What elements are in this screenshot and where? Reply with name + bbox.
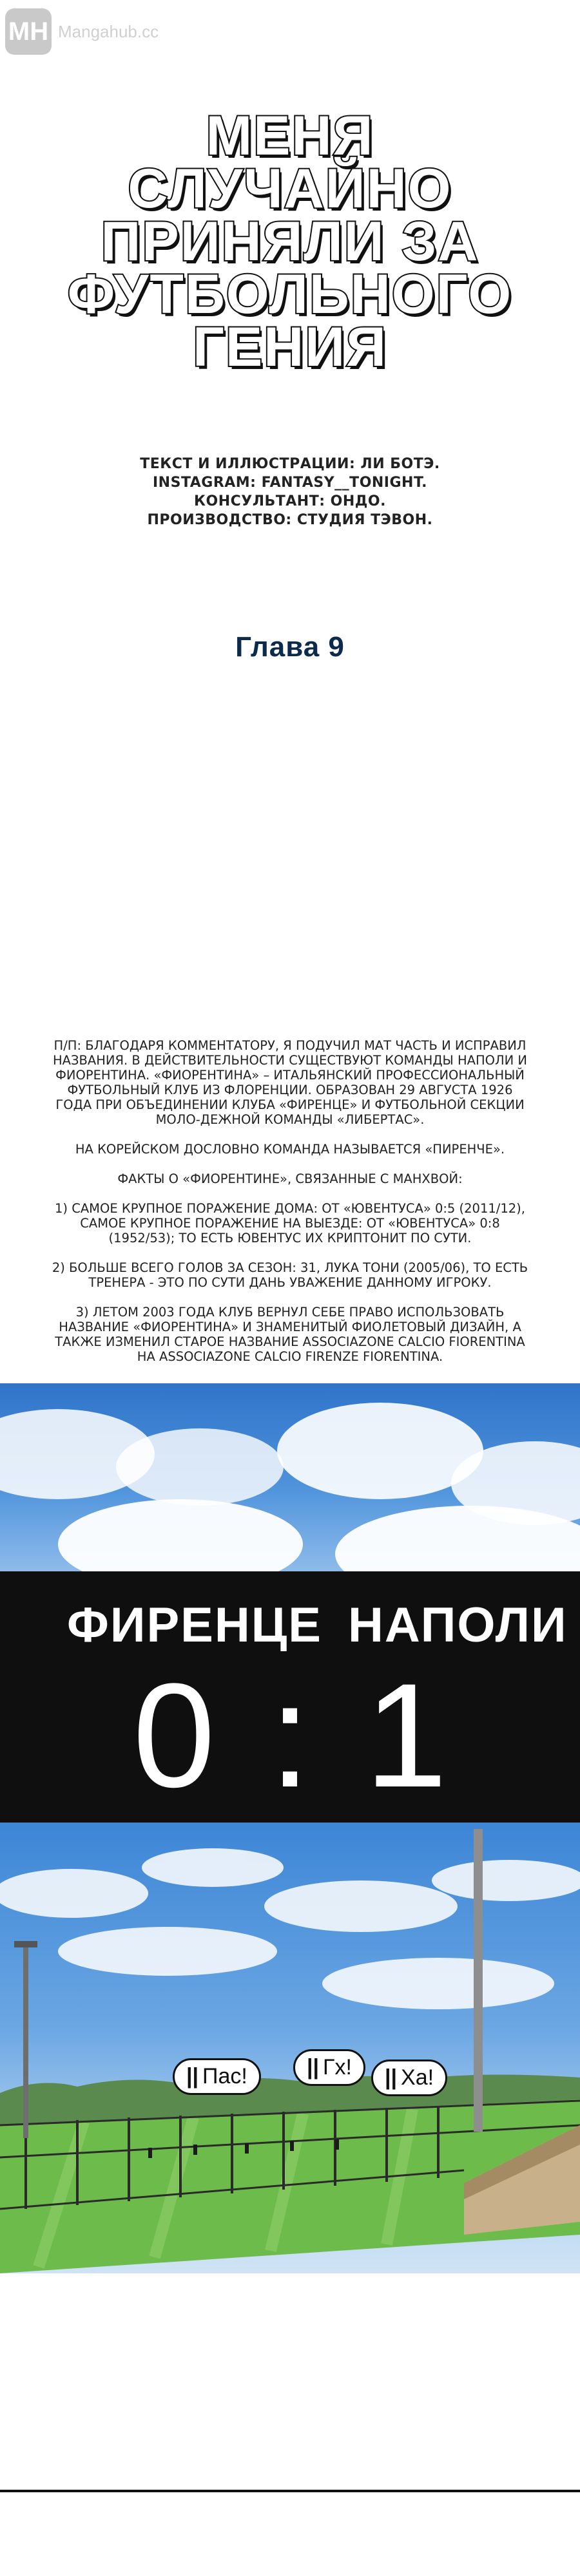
note-paragraph: НА КОРЕЙСКОМ ДОСЛОВНО КОМАНДА НАЗЫВАЕТСЯ «ПИРЕНЧЕ». <box>75 1142 505 1157</box>
sfx-text: Ха! <box>401 2065 434 2090</box>
credit-line: КОНСУЛЬТАНТ: ОНДО. <box>194 493 386 509</box>
title-line: МЕНЯ <box>206 105 374 167</box>
comic-title <box>0 105 580 378</box>
away-score: 1 <box>365 1653 447 1818</box>
home-score: 0 <box>133 1653 215 1818</box>
score-digits <box>0 1653 580 1818</box>
stadium-panel <box>0 1823 580 2273</box>
score-separator: : <box>269 1653 311 1818</box>
watermark-logo: MH <box>5 8 52 55</box>
sfx-bubble <box>371 2060 447 2096</box>
title-line: СЛУЧАЙНО <box>128 158 452 220</box>
title-line: ПРИНЯЛИ ЗА <box>101 211 479 272</box>
sky-panel <box>0 1383 580 1571</box>
credits <box>0 455 580 529</box>
translator-note <box>52 1038 528 1379</box>
credit-line: ПРОИЗВОДСТВО: СТУДИЯ ТЭВОН. <box>147 512 433 528</box>
note-paragraph: 2) БОЛЬШЕ ВСЕГО ГОЛОВ ЗА СЕЗОН: 31, ЛУКА ТОНИ (2005/06), ТО ЕСТЬ ТРЕНЕРА - ЭТО ПО СУТИ ДАНЬ УВАЖЕНИЕ ДАННОМУ ИГРОКУ. <box>52 1260 528 1290</box>
chapter-heading: Глава 9 <box>235 631 345 663</box>
stadium-illustration <box>0 1823 580 2273</box>
title-line: ГЕНИЯ <box>193 316 387 378</box>
home-team-name: ФИРЕНЦЕ <box>67 1598 322 1653</box>
note-paragraph: ФАКТЫ О «ФИОРЕНТИНЕ», СВЯЗАННЫЕ С МАНХВОЙ: <box>117 1171 463 1186</box>
sfx-bubble <box>173 2058 261 2095</box>
note-paragraph: 1) САМОЕ КРУПНОЕ ПОРАЖЕНИЕ ДОМА: ОТ «ЮВЕНТУСА» 0:5 (2011/12), САМОЕ КРУПНОЕ ПОРАЖЕНИЕ НА ВЫЕЗДЕ: ОТ «ЮВЕНТУСА» 0:8 (1952/53); ТО ЕСТЬ ЮВЕНТУС ИХ КРИПТОНИТ ПО СУТИ. <box>55 1201 525 1245</box>
panel-divider <box>0 2490 580 2492</box>
watermark-site: Mangahub.cc <box>58 21 159 41</box>
sfx-bubble <box>293 2049 365 2086</box>
sfx-text: Пас! <box>202 2064 247 2088</box>
credit-line: INSTAGRAM: FANTASY__TONIGHT. <box>153 475 427 491</box>
note-paragraph: П/П: БЛАГОДАРЯ КОММЕНТАТОРУ, Я ПОДУЧИЛ МАТ ЧАСТЬ И ИСПРАВИЛ НАЗВАНИЯ. В ДЕЙСТВИТЕЛЬНОСТИ СУЩЕСТВУЮТ КОМАНДЫ НАПОЛИ И ФИОРЕНТИНА. «ФИОРЕНТИНА» – ИТАЛЬЯНСКИЙ ПРОФЕССИОНАЛЬНЫЙ ФУТБОЛЬНЫЙ КЛУБ ИЗ ФЛОРЕНЦИИ. ОБРАЗОВАН 29 АВГУСТА 1926 ГОДА ПРИ ОБЪЕДИНЕНИИ КЛУБА «ФИРЕНЦЕ» И ФУТБОЛЬНОЙ СЕКЦИИ МОЛО-ДЕЖНОЙ КОМАНДЫ «ЛИБЕРТАС». <box>52 1038 528 1127</box>
sfx-text: Гх! <box>323 2055 352 2079</box>
scoreboard <box>0 1571 580 1823</box>
credit-line: ТЕКСТ И ИЛЛЮСТРАЦИИ: ЛИ БОТЭ. <box>140 456 440 472</box>
note-paragraph: 3) ЛЕТОМ 2003 ГОДА КЛУБ ВЕРНУЛ СЕБЕ ПРАВО ИСПОЛЬЗОВАТЬ НАЗВАНИЕ «ФИОРЕНТИНА» И ЗНАМЕНИТЫЙ ФИОЛЕТОВЫЙ ДИЗАЙН, А ТАКЖЕ ИЗМЕНИЛ СТАРОЕ НАЗВАНИЕ ASSOCIAZONE CALCIO FIORENTINA НА ASSOCIAZONE CALCIO FIRENZE FIORENTINA. <box>55 1305 525 1364</box>
title-line: ФУТБОЛЬНОГО <box>67 263 513 325</box>
watermark <box>5 5 198 58</box>
away-team-name: НАПОЛИ <box>348 1598 568 1653</box>
